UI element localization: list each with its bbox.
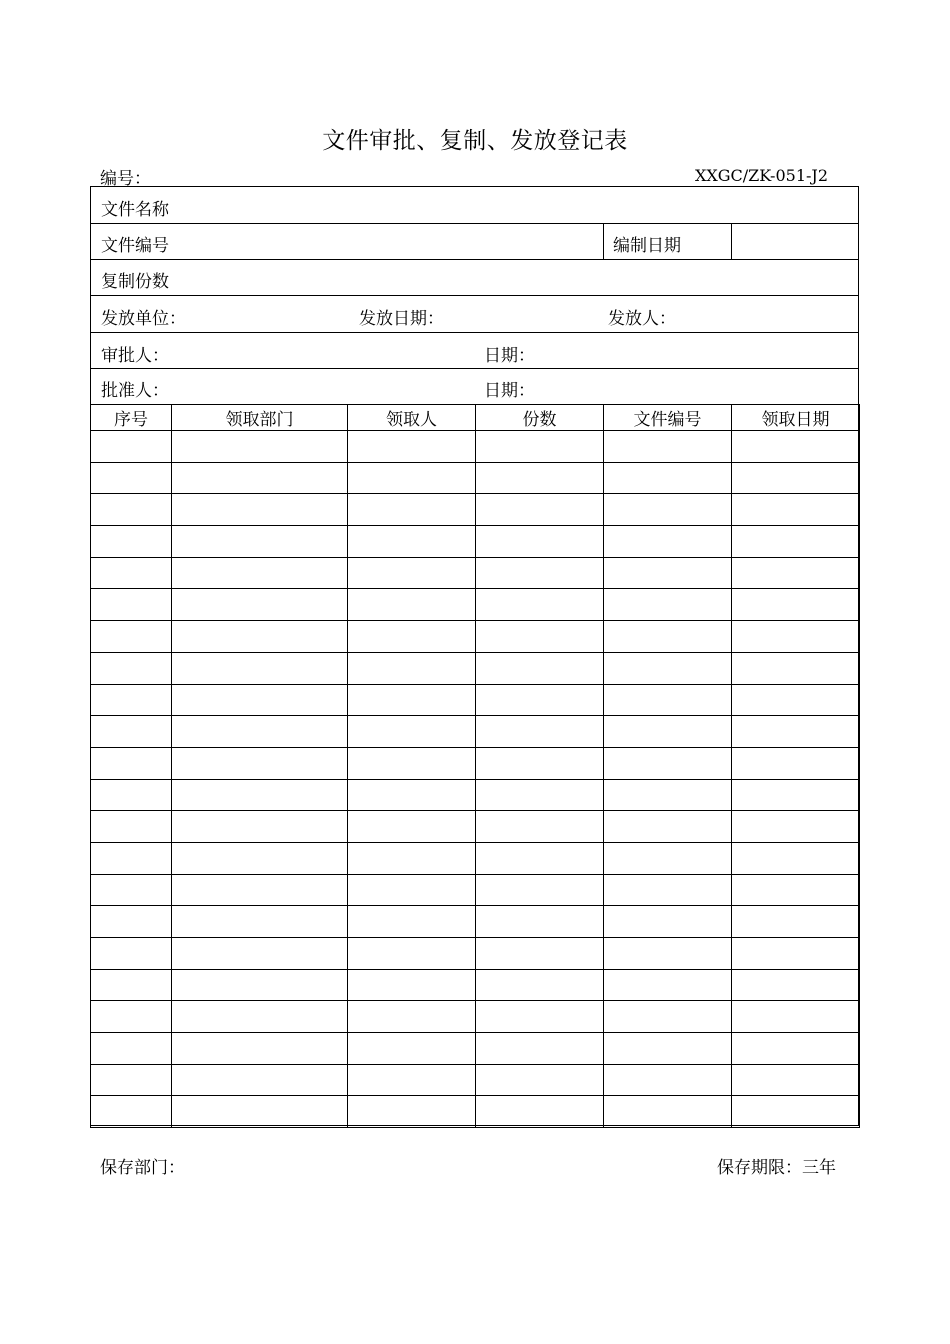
table-cell[interactable] xyxy=(604,811,732,843)
table-row xyxy=(91,842,860,874)
page-title: 文件审批、复制、发放登记表 xyxy=(322,128,628,154)
table-cell[interactable] xyxy=(604,1064,732,1096)
table-cell[interactable] xyxy=(604,431,732,463)
table-cell[interactable] xyxy=(348,874,476,906)
table-cell[interactable] xyxy=(91,431,172,463)
table-cell[interactable] xyxy=(91,1033,172,1065)
col-header-document-number: 文件编号 xyxy=(604,405,732,431)
table-cell[interactable] xyxy=(476,526,604,558)
table-row xyxy=(91,1033,860,1065)
col-header-department: 领取部门 xyxy=(172,405,348,431)
table-cell[interactable] xyxy=(732,874,860,906)
table-cell[interactable] xyxy=(348,842,476,874)
table-cell[interactable] xyxy=(91,462,172,494)
table-row xyxy=(91,938,860,970)
table-row xyxy=(91,557,860,589)
table-row xyxy=(91,1001,860,1033)
row-review xyxy=(91,333,858,369)
table-row xyxy=(91,526,860,558)
table-cell[interactable] xyxy=(91,1001,172,1033)
table-cell[interactable] xyxy=(604,906,732,938)
table-cell[interactable] xyxy=(172,969,348,1001)
table-cell[interactable] xyxy=(476,431,604,463)
table-row xyxy=(91,716,860,748)
table-cell[interactable] xyxy=(732,621,860,653)
retention-label: 保存期限：三年 xyxy=(717,1158,836,1178)
table-row xyxy=(91,779,860,811)
table-cell[interactable] xyxy=(172,811,348,843)
table-cell[interactable] xyxy=(91,652,172,684)
table-cell[interactable] xyxy=(172,557,348,589)
table-cell[interactable] xyxy=(732,938,860,970)
table-cell[interactable] xyxy=(91,842,172,874)
table-cell[interactable] xyxy=(348,589,476,621)
col-header-copies: 份数 xyxy=(476,405,604,431)
table-cell[interactable] xyxy=(348,811,476,843)
table-cell[interactable] xyxy=(476,557,604,589)
reviewer-label: 审批人： xyxy=(101,346,169,366)
table-row xyxy=(91,494,860,526)
table-row xyxy=(91,747,860,779)
table-cell[interactable] xyxy=(732,1096,860,1128)
table-cell[interactable] xyxy=(348,652,476,684)
table-cell[interactable] xyxy=(348,938,476,970)
table-cell[interactable] xyxy=(732,557,860,589)
table-cell[interactable] xyxy=(732,652,860,684)
col-header-serial: 序号 xyxy=(91,405,172,431)
table-cell[interactable] xyxy=(91,938,172,970)
table-cell[interactable] xyxy=(348,1033,476,1065)
table-cell[interactable] xyxy=(732,1064,860,1096)
table-cell[interactable] xyxy=(172,1096,348,1128)
table-cell[interactable] xyxy=(604,779,732,811)
table-cell[interactable] xyxy=(172,652,348,684)
table-cell[interactable] xyxy=(732,747,860,779)
col-header-receive-date: 领取日期 xyxy=(732,405,860,431)
table-cell[interactable] xyxy=(172,1064,348,1096)
issue-unit-label: 发放单位： xyxy=(101,309,186,329)
table-cell[interactable] xyxy=(91,494,172,526)
col-header-recipient: 领取人 xyxy=(348,405,476,431)
table-row xyxy=(91,462,860,494)
table-cell[interactable] xyxy=(604,716,732,748)
table-row xyxy=(91,1096,860,1128)
table-body xyxy=(91,431,860,1128)
row-copy-count xyxy=(91,260,858,296)
table-cell[interactable] xyxy=(348,494,476,526)
table-cell[interactable] xyxy=(604,652,732,684)
table-cell[interactable] xyxy=(732,906,860,938)
table-cell[interactable] xyxy=(476,494,604,526)
table-cell[interactable] xyxy=(91,716,172,748)
table-cell[interactable] xyxy=(172,1033,348,1065)
table-cell[interactable] xyxy=(172,1001,348,1033)
table-cell[interactable] xyxy=(91,1096,172,1128)
table-row xyxy=(91,969,860,1001)
table-cell[interactable] xyxy=(172,526,348,558)
table-cell[interactable] xyxy=(172,684,348,716)
table-cell[interactable] xyxy=(172,747,348,779)
form-number-label: 编号： xyxy=(100,169,151,189)
table-cell[interactable] xyxy=(604,1096,732,1128)
table-cell[interactable] xyxy=(172,431,348,463)
document-name-label: 文件名称 xyxy=(101,200,169,220)
approve-date-label: 日期： xyxy=(484,381,535,401)
table-cell[interactable] xyxy=(732,1001,860,1033)
table-cell[interactable] xyxy=(172,874,348,906)
table-cell[interactable] xyxy=(476,1064,604,1096)
table-cell[interactable] xyxy=(172,779,348,811)
table-cell[interactable] xyxy=(476,684,604,716)
table-cell[interactable] xyxy=(91,589,172,621)
table-cell[interactable] xyxy=(732,684,860,716)
table-cell[interactable] xyxy=(732,494,860,526)
table-cell[interactable] xyxy=(172,842,348,874)
table-cell[interactable] xyxy=(348,716,476,748)
table-cell[interactable] xyxy=(91,779,172,811)
table-row xyxy=(91,589,860,621)
divider xyxy=(603,224,604,259)
storage-dept-label: 保存部门： xyxy=(100,1158,185,1178)
table-cell[interactable] xyxy=(348,621,476,653)
table-cell[interactable] xyxy=(476,462,604,494)
table-cell[interactable] xyxy=(172,494,348,526)
table-cell[interactable] xyxy=(604,462,732,494)
table-header-row xyxy=(91,405,860,431)
table-cell[interactable] xyxy=(604,1001,732,1033)
document-number-label: 文件编号 xyxy=(101,236,169,256)
table-cell[interactable] xyxy=(604,621,732,653)
row-document-name xyxy=(91,187,858,224)
table-cell[interactable] xyxy=(91,684,172,716)
table-cell[interactable] xyxy=(172,716,348,748)
table-cell[interactable] xyxy=(604,1033,732,1065)
table-cell[interactable] xyxy=(732,526,860,558)
table-cell[interactable] xyxy=(348,906,476,938)
table-cell[interactable] xyxy=(348,1096,476,1128)
table-cell[interactable] xyxy=(476,747,604,779)
table-cell[interactable] xyxy=(476,779,604,811)
table-cell[interactable] xyxy=(604,589,732,621)
table-row xyxy=(91,621,860,653)
table-cell[interactable] xyxy=(476,589,604,621)
table-cell[interactable] xyxy=(172,906,348,938)
form-code: XXGC/ZK-051-J2 xyxy=(694,166,828,185)
table-cell[interactable] xyxy=(732,969,860,1001)
table-cell[interactable] xyxy=(91,526,172,558)
table-cell[interactable] xyxy=(91,557,172,589)
table-row xyxy=(91,906,860,938)
table-cell[interactable] xyxy=(732,779,860,811)
table-cell[interactable] xyxy=(732,811,860,843)
table-cell[interactable] xyxy=(604,969,732,1001)
table-cell[interactable] xyxy=(91,1064,172,1096)
table-cell[interactable] xyxy=(604,684,732,716)
approver-label: 批准人： xyxy=(101,381,169,401)
table-cell[interactable] xyxy=(476,874,604,906)
table-cell[interactable] xyxy=(348,526,476,558)
row-document-number xyxy=(91,224,858,260)
table-row xyxy=(91,811,860,843)
table-cell[interactable] xyxy=(732,462,860,494)
table-row xyxy=(91,431,860,463)
table-cell[interactable] xyxy=(172,589,348,621)
table-cell[interactable] xyxy=(348,1064,476,1096)
table-cell[interactable] xyxy=(172,938,348,970)
registration-table xyxy=(90,404,860,1128)
table-cell[interactable] xyxy=(91,811,172,843)
table-cell[interactable] xyxy=(348,684,476,716)
table-cell[interactable] xyxy=(476,652,604,684)
compile-date-label: 编制日期 xyxy=(613,236,681,256)
table-cell[interactable] xyxy=(476,938,604,970)
table-cell[interactable] xyxy=(476,811,604,843)
table-cell[interactable] xyxy=(348,779,476,811)
table-cell[interactable] xyxy=(91,747,172,779)
table-row xyxy=(91,1064,860,1096)
table-cell[interactable] xyxy=(348,747,476,779)
table-cell[interactable] xyxy=(91,621,172,653)
table-cell[interactable] xyxy=(604,842,732,874)
review-date-label: 日期： xyxy=(484,346,535,366)
table-cell[interactable] xyxy=(172,462,348,494)
divider xyxy=(731,224,732,259)
table-cell[interactable] xyxy=(172,621,348,653)
table-cell[interactable] xyxy=(604,747,732,779)
table-cell[interactable] xyxy=(732,842,860,874)
table-cell[interactable] xyxy=(348,1001,476,1033)
copy-count-label: 复制份数 xyxy=(101,272,169,292)
row-approve xyxy=(91,369,858,405)
table-cell[interactable] xyxy=(348,431,476,463)
table-cell[interactable] xyxy=(732,431,860,463)
table-cell[interactable] xyxy=(348,557,476,589)
table-row xyxy=(91,684,860,716)
table-cell[interactable] xyxy=(476,842,604,874)
table-cell[interactable] xyxy=(604,526,732,558)
table-cell[interactable] xyxy=(732,1033,860,1065)
table-cell[interactable] xyxy=(604,874,732,906)
table-cell[interactable] xyxy=(476,1096,604,1128)
table-cell[interactable] xyxy=(91,874,172,906)
table-cell[interactable] xyxy=(732,716,860,748)
table-cell[interactable] xyxy=(476,621,604,653)
table-cell[interactable] xyxy=(476,969,604,1001)
table-cell[interactable] xyxy=(476,1001,604,1033)
table-cell[interactable] xyxy=(91,969,172,1001)
table-row xyxy=(91,652,860,684)
table-cell[interactable] xyxy=(476,906,604,938)
table-cell[interactable] xyxy=(348,969,476,1001)
row-issue xyxy=(91,296,858,333)
table-cell[interactable] xyxy=(604,938,732,970)
table-cell[interactable] xyxy=(476,716,604,748)
issuer-label: 发放人： xyxy=(608,309,676,329)
table-cell[interactable] xyxy=(732,589,860,621)
table-cell[interactable] xyxy=(348,462,476,494)
table-cell[interactable] xyxy=(604,494,732,526)
table-cell[interactable] xyxy=(604,557,732,589)
table-cell[interactable] xyxy=(476,1033,604,1065)
issue-date-label: 发放日期： xyxy=(359,309,444,329)
table-cell[interactable] xyxy=(91,906,172,938)
table-row xyxy=(91,874,860,906)
